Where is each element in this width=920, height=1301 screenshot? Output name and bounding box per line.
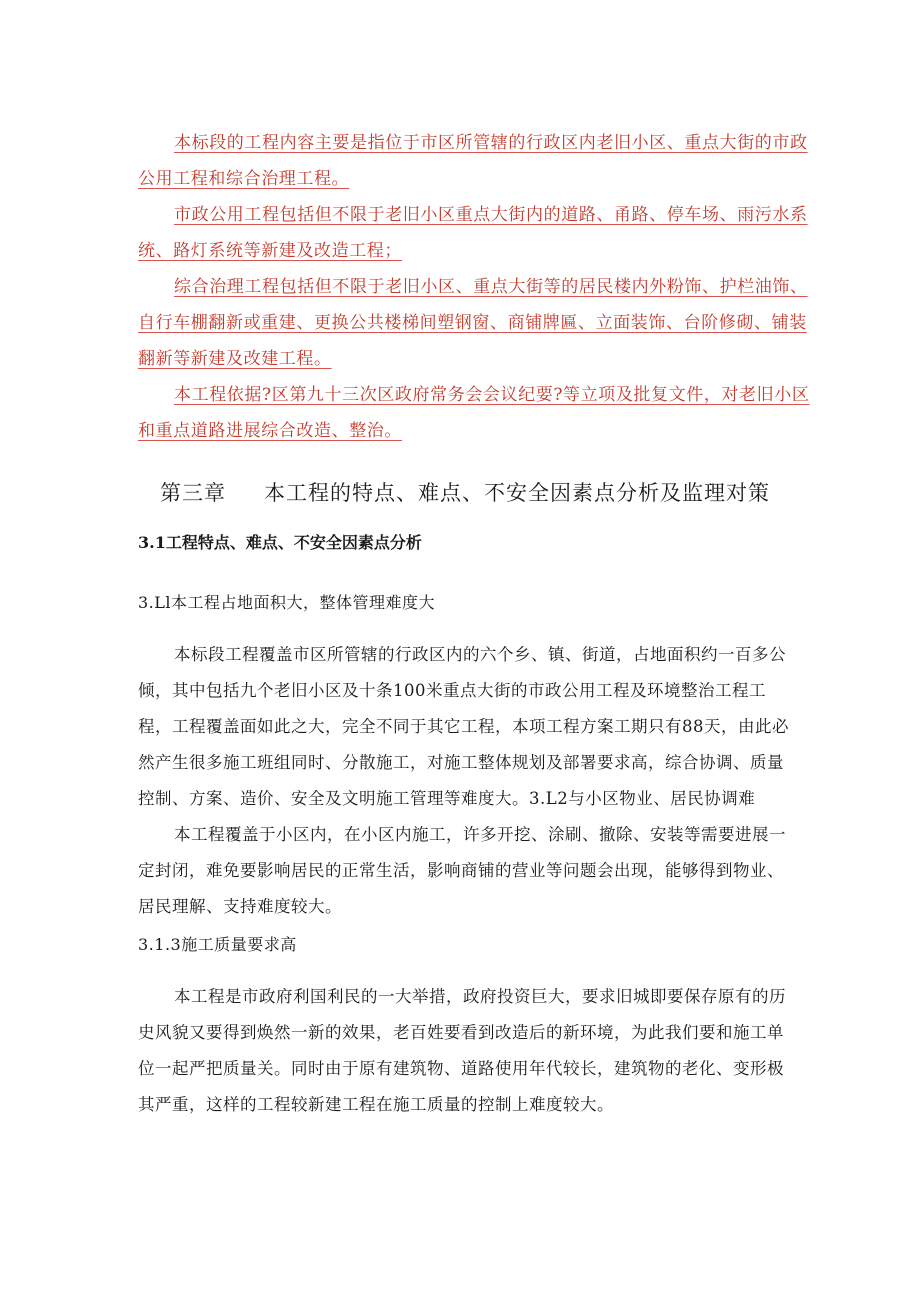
subsection-heading-3-1-3: 3.1.3施工质量要求高 [138, 935, 297, 954]
revised-text-scope: 本标段的工程内容主要是指位于市区所管辖的行政区内老旧小区、重点大街的市政公用工程和综合治理工程。 [138, 133, 808, 189]
revised-text-municipal: 市政公用工程包括但不限于老旧小区重点大街内的道路、甬路、停车场、雨污水系统、路灯系统等新建及改造工程； [138, 205, 808, 261]
revised-paragraph-comprehensive [138, 269, 818, 377]
revised-paragraph-basis [138, 377, 818, 449]
paragraph-text: 本工程是市政府利国利民的一大举措，政府投资巨大，要求旧城即要保存原有的历史风貌又要得到焕然一新的效果，老百姓要看到改造后的新环境，为此我们要和施工单位一起严把质量关。同时由于原有建筑物、道路使用年代较长，建筑物的老化、变形极其严重，这样的工程较新建工程在施工质量的控制上难度较大。 [138, 987, 786, 1114]
revised-text-comprehensive: 综合治理工程包括但不限于老旧小区、重点大街等的居民楼内外粉饰、护栏油饰、自行车棚翻新或重建、更换公共楼梯间塑钢窗、商铺牌匾、立面装饰、台阶修砌、铺装翻新等新建及改建工程。 [138, 277, 808, 369]
revised-paragraph-scope [138, 125, 818, 197]
paragraph-3-1-3 [138, 979, 798, 1123]
paragraph-3-1-2 [138, 817, 798, 925]
subsection-heading-3-1-1: 3.Ll本工程占地面积大，整体管理难度大 [138, 593, 436, 612]
chapter-title: 本工程的特点、难点、不安全因素点分析及监理对策 [264, 481, 770, 505]
revised-text-basis: 本工程依据?区第九十三次区政府常务会会议纪要?等立项及批复文件，对老旧小区和重点道路进展综合改造、整治。 [138, 385, 810, 441]
paragraph-text: 本标段工程覆盖市区所管辖的行政区内的六个乡、镇、街道，占地面积约一百多公倾，其中包括九个老旧小区及十条100米重点大街的市政公用工程及环境整治工程工程，工程覆盖面如此之大，完全不同于其它工程，本项工程方案工期只有88天，由此必然产生很多施工班组同时、分散施工，对施工整体规划及部署要求高，综合协调、质量控制、方案、造价、安全及文明施工管理等难度大。3.L2与小区物业、居民协调难 [138, 645, 789, 808]
paragraph-3-1-1 [138, 637, 798, 817]
chapter-number: 第三章 [160, 481, 226, 505]
section-heading-3-1: 3.1工程特点、难点、不安全因素点分析 [138, 533, 422, 552]
paragraph-text: 本工程覆盖于小区内，在小区内施工，许多开挖、涂刷、撤除、安装等需要进展一定封闭，难免要影响居民的正常生活，影响商铺的营业等问题会出现，能够得到物业、居民理解、支持难度较大。 [138, 825, 786, 916]
revised-paragraph-municipal [138, 197, 818, 269]
chapter-heading [160, 477, 770, 507]
